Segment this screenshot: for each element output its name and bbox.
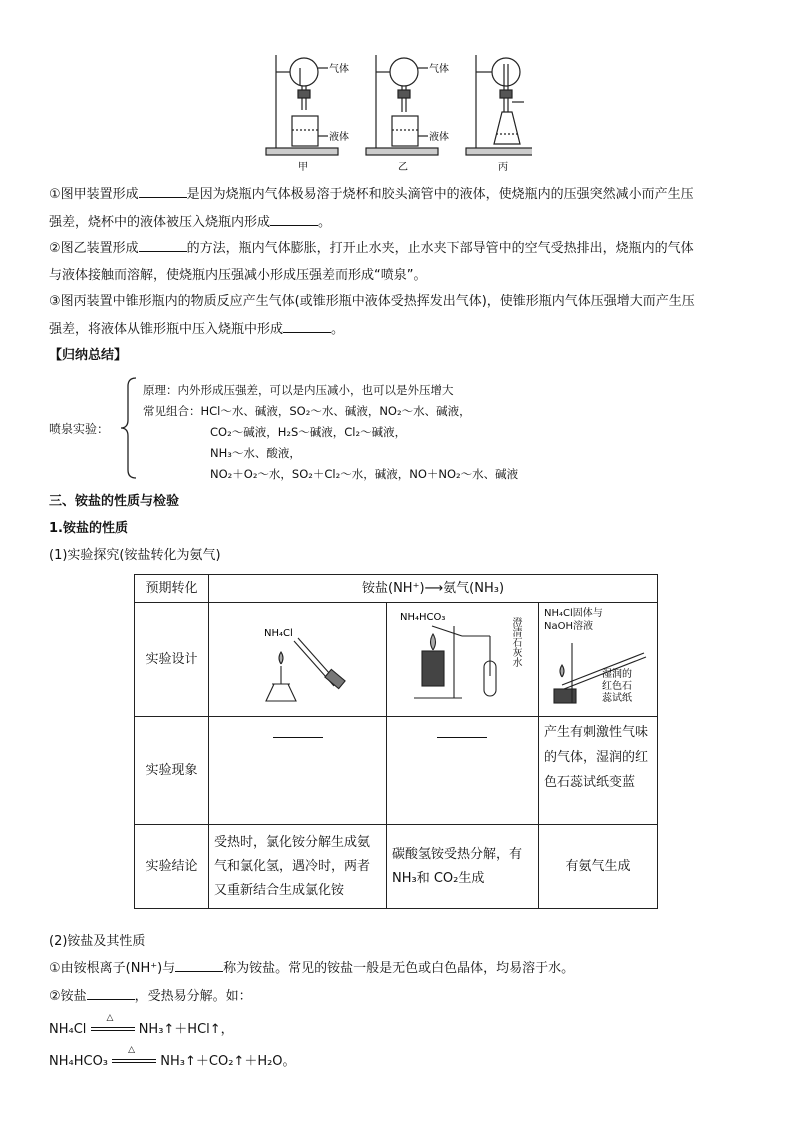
- ammonia-test-figure: [544, 633, 652, 705]
- concl3: 有氨气生成: [538, 825, 657, 909]
- blank: [139, 184, 187, 198]
- svg-text:蕊试纸: 蕊试纸: [601, 693, 632, 704]
- blank: [270, 212, 318, 226]
- fig3-top: NH₄Cl固体与 NaOH溶液: [543, 608, 603, 632]
- section3-title: 三、铵盐的性质与检验: [49, 494, 180, 509]
- design-fig3: [538, 603, 657, 717]
- header-transform: 铵盐(NH⁺)⟶氨气(NH₃): [209, 575, 658, 603]
- eq1-arrow: △: [91, 1023, 135, 1037]
- label-gas-1: 气体: [329, 64, 349, 75]
- header-expected: 预期转化: [135, 575, 209, 603]
- fountain-apparatus-figure: [262, 50, 532, 175]
- blank: [273, 724, 323, 738]
- para1-line1: ①图甲装置形成 是因为烧瓶内气体极易溶于烧杯和胶头滴管中的液体，使烧瓶内的压强突然减小而产生压: [49, 184, 749, 205]
- summary-heading: 【归纳总结】: [49, 348, 128, 363]
- experiment-table: [134, 574, 658, 909]
- apparatus-bing: [466, 55, 532, 155]
- concl2: 碳酸氢铵受热分解，有 NH₃和 CO₂生成: [387, 825, 539, 909]
- design-fig2: [387, 603, 539, 717]
- summary-line1: 原理：内外形成压强差，可以是内压减小，也可以是外压增大: [143, 383, 454, 397]
- svg-text:NH₄HCO₃: NH₄HCO₃: [400, 612, 446, 623]
- label-gas-2: 气体: [429, 64, 449, 75]
- blank: [437, 724, 487, 738]
- svg-text:红色石: 红色石: [601, 681, 632, 692]
- label-jia: 甲: [298, 162, 308, 173]
- summary-line2: 常见组合：HCl～水、碱液，SO₂～水、碱液，NO₂～水、碱液，: [143, 404, 471, 418]
- blank: [139, 238, 187, 252]
- label-bing: 丙: [498, 162, 508, 173]
- para2-line2: 与液体接触而溶解，使烧瓶内压强减小形成压强差而形成“喷泉”。: [49, 268, 427, 283]
- svg-text:湿润的: 湿润的: [601, 669, 632, 680]
- para3-line1: ③图丙装置中锥形瓶内的物质反应产生气体(或锥形瓶中液体受热挥发出气体)，使锥形瓶内气体压强增大而产生压: [49, 294, 695, 309]
- apparatus-jia: [266, 55, 338, 155]
- concl1: 受热时，氯化铵分解生成氨气和氯化氢，遇冷时，两者又重新结合生成氯化铵: [209, 825, 387, 909]
- sub1-item: (1)实验探究(铵盐转化为氨气): [49, 548, 221, 563]
- summary-line4: NH₃～水、酸液，: [210, 446, 301, 460]
- design-fig1: [209, 603, 387, 717]
- section3-sub1: 1.铵盐的性质: [49, 521, 128, 536]
- blank: [283, 319, 331, 333]
- phen2: [387, 717, 539, 825]
- row-conclusion-label: 实验结论: [135, 825, 209, 909]
- summary-lines: [143, 380, 518, 485]
- sub2-p2: ②铵盐 ，受热易分解。如：: [49, 986, 749, 1007]
- summary-line5: NO₂＋O₂～水，SO₂＋Cl₂～水，碱液，NO＋NO₂～水、碱液: [210, 467, 519, 481]
- label-liquid-2: 液体: [429, 132, 449, 143]
- sub2-p1: ①由铵根离子(NH⁺)与 称为铵盐。常见的铵盐一般是无色或白色晶体，均易溶于水。: [49, 958, 749, 979]
- label-yi: 乙: [398, 162, 408, 173]
- para2-line1: ②图乙装置形成 的方法，瓶内气体膨胀，打开止水夹，止水夹下部导管中的空气受热排出，烧瓶内的气体: [49, 238, 749, 259]
- para1-line2: 强差，烧杯中的液体被压入烧瓶内形成 。: [49, 212, 749, 233]
- svg-text:NH₄Cl: NH₄Cl: [264, 628, 293, 639]
- para3-line2: 强差，将液体从锥形瓶中压入烧瓶中形成 。: [49, 319, 749, 340]
- summary-line3: CO₂～碱液，H₂S～碱液，Cl₂～碱液，: [210, 425, 407, 439]
- equation-2: NH₄HCO₃ △ NH₃↑＋CO₂↑＋H₂O。: [49, 1044, 296, 1069]
- label-liquid-1: 液体: [329, 132, 349, 143]
- phen1: [209, 717, 387, 825]
- blank: [175, 958, 223, 972]
- blank: [87, 986, 135, 1000]
- phen3: 产生有刺激性气味的气体，湿润的红色石蕊试纸变蓝: [538, 717, 657, 825]
- equation-1: NH₄Cl △ NH₃↑＋HCl↑，: [49, 1012, 234, 1037]
- apparatus-yi: [366, 55, 438, 155]
- eq2-arrow: △: [112, 1055, 156, 1069]
- nh4cl-heating-figure: [214, 606, 380, 706]
- summary-label: 喷泉实验：: [49, 422, 110, 436]
- row-design-label: 实验设计: [135, 603, 209, 717]
- sub2-item: (2)铵盐及其性质: [49, 934, 146, 949]
- row-phenomenon-label: 实验现象: [135, 717, 209, 825]
- fig2-side-label: 澄清石灰水: [510, 617, 521, 667]
- brace: [118, 376, 140, 480]
